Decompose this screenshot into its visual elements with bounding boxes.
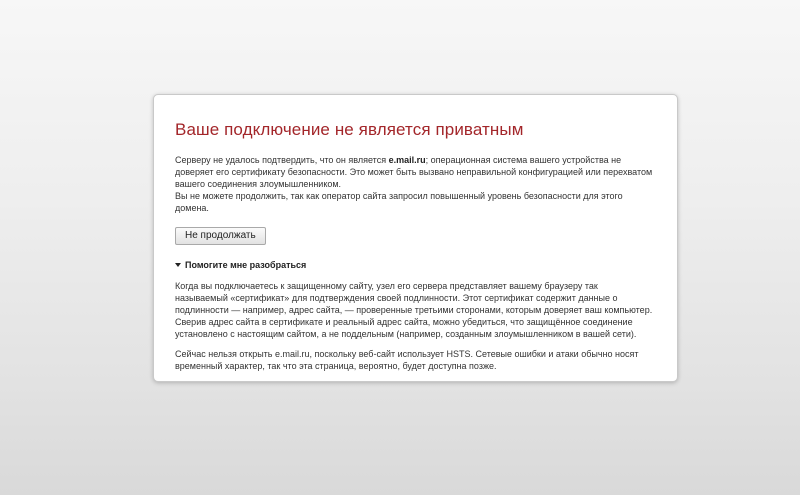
main-message-prefix: Серверу не удалось подтвердить, что он является [175,155,389,165]
details-explanation: Когда вы подключаетесь к защищенному сайту, узел его сервера представляет вашему браузеру так называемый «сертификат» для подтверждения своей подлинности. Этот сертификат содержит данные о подлинности — например, адрес сайта, — проверенные третьими сторонами, которым доверяет ваш компьютер. Сверив адрес сайта в сертификате и реальный адрес сайта, можно убедиться, что защищённое соединение установлено с настоящим сайтом, а не поддельным (например, созданным злоумышленником в вашей сети). [175,281,653,339]
hsts-explanation: Сейчас нельзя открыть e.mail.ru, поскольку веб-сайт использует HSTS. Сетевые ошибки и атаки обычно носят временный характер, так что эта страница, вероятно, будет доступна позже. [175,349,639,371]
interstitial-card [153,94,678,382]
hsts-notice: Вы не можете продолжить, так как оператор сайта запросил повышенный уровень безопасности для этого домена. [175,191,623,213]
back-to-safety-button[interactable]: Не продолжать [175,227,266,245]
domain-name: e.mail.ru [388,155,426,165]
page-title: Ваше подключение не является приватным [175,120,524,139]
main-message-suffix: ; операционная система вашего устройства не доверяет его сертификату безопасности. Это может быть вызвано неправильной конфигурацией или перехватом вашего соединения злоумышленником. [175,155,653,189]
details-toggle-label: Помогите мне разобраться [185,260,307,270]
triangle-down-icon [175,263,181,267]
main-message [175,154,653,190]
details-toggle[interactable] [175,259,653,271]
